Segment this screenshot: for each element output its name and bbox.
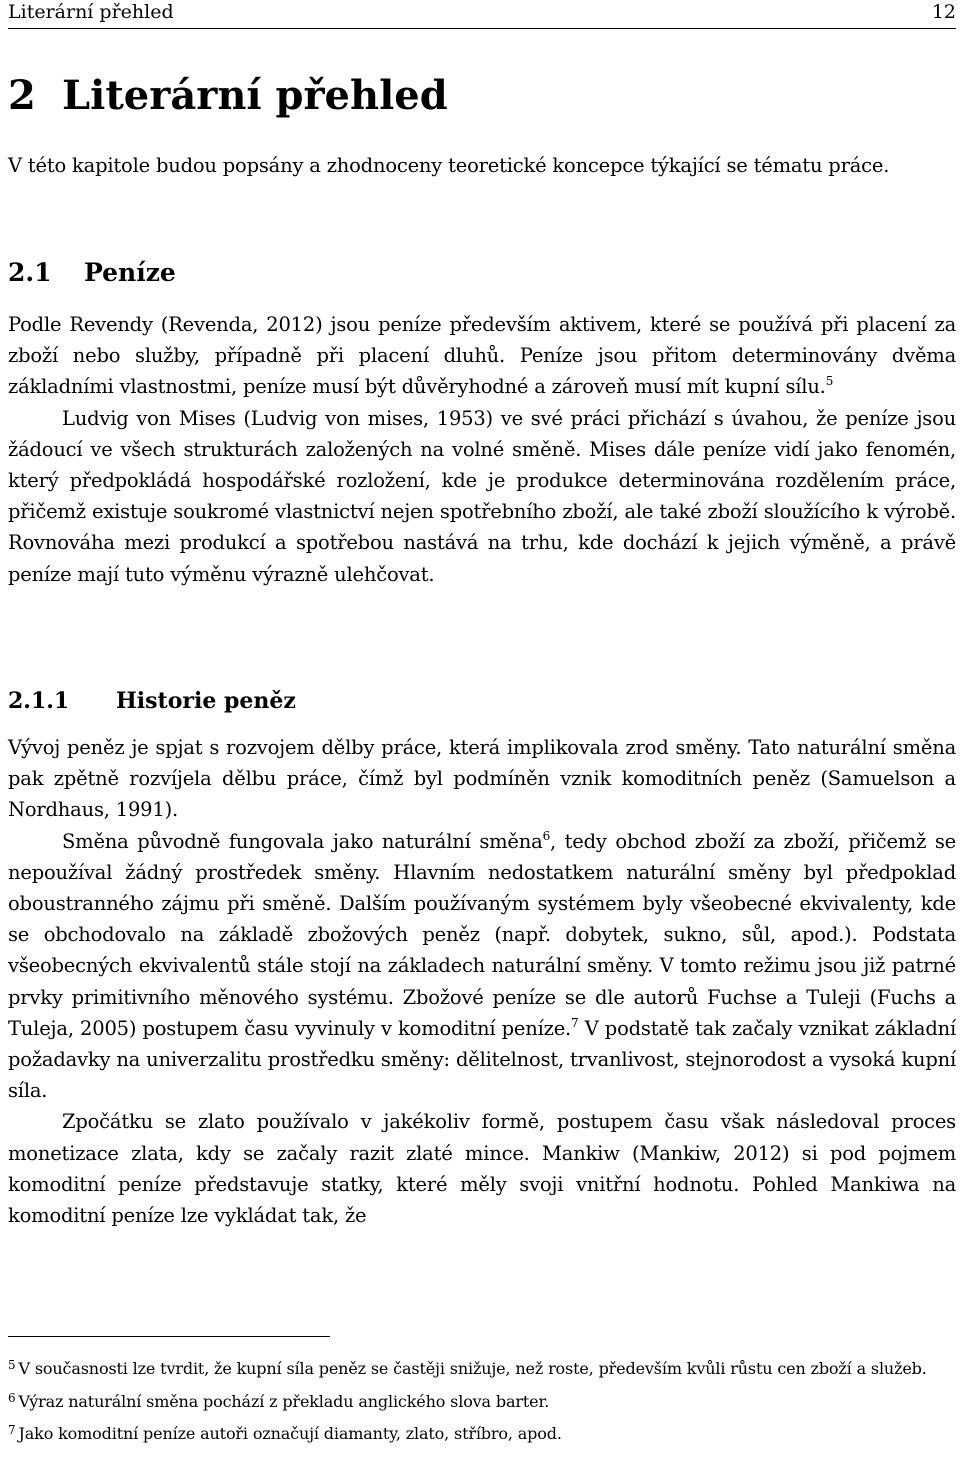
paragraph <box>8 826 956 1107</box>
chapter-title: Literární přehled <box>62 72 448 119</box>
section-heading <box>8 256 176 290</box>
paragraph-text: V podstatě tak začaly vznikat základní požadavky na univerzalitu prostředku směny: dělitelnost, trvanlivost, stejnorodost a vysoká kupní síla. <box>8 1016 956 1103</box>
footnote <box>8 1416 956 1449</box>
footnote-mark: 6 <box>8 1390 16 1405</box>
chapter-heading <box>8 70 448 122</box>
header-title: Literární přehled <box>8 1 174 23</box>
paragraph-text: , tedy obchod zboží za zboží, přičemž se nepoužíval žádný prostředek směny. Hlavním nedostatkem naturální směny byl předpoklad oboustranného zájmu při směně. Dalším používaným systémem byly všeobecné ekvivalenty, kde se obchodovalo na základě zbožových peněz (např. dobytek, sukno, sůl, apod.). Podstata všeobecných ekvivalentů stále stojí na základech naturální směny. V tomto režimu jsou již patrné prvky primitivního měnového systému. Zbožové peníze se dle autorů Fuchse a Tuleji (Fuchs a Tuleja, 2005) postupem času vyvinuly v komoditní peníze. <box>8 829 956 1040</box>
paragraph-text: Ludvig von Mises (Ludvig von mises, 1953) ve své práci přichází s úvahou, že peníze jsou žádoucí ve všech strukturách založených na volné směně. Mises dále peníze vidí jako fenomén, který předpokládá hospodářské rozložení, kde je produkce determinována rozdělením práce, přičemž existuje soukromé vlastnictví nejen spotřebního zboží, ale také zboží sloužícího k výrobě. Rovnováha mezi produkcí a spotřebou nastává na trhu, kde dochází k jejich výměně, a právě peníze mají tuto výměnu výrazně ulehčovat. <box>8 406 956 586</box>
footnote-ref: 6 <box>542 828 550 843</box>
paragraph-text: Zpočátku se zlato používalo v jakékoliv formě, postupem času však následoval proces monetizace zlata, kdy se začaly razit zlaté mince. Mankiw (Mankiw, 2012) si pod pojmem komoditní peníze představuje statky, které měly svoji vnitřní hodnotu. Pohled Mankiwa na komoditní peníze lze vykládat tak, že <box>8 1110 956 1228</box>
footnote <box>8 1384 956 1417</box>
chapter-number: 2 <box>8 72 36 119</box>
section-body <box>8 309 956 590</box>
paragraph <box>8 309 956 403</box>
subsection-number: 2.1.1 <box>8 688 70 714</box>
paragraph-text: Vývoj peněz je spjat s rozvojem dělby práce, která implikovala zrod směny. Tato naturální směna pak zpětně rozvíjela dělbu práce, čímž byl podmíněn vznik komoditních peněz (Samuelson a Nordhaus, 1991). <box>8 736 956 822</box>
page-number: 12 <box>931 1 956 23</box>
section-title: Peníze <box>84 258 176 287</box>
footnote-text: V současnosti lze tvrdit, že kupní síla peněz se častěji snižuje, než roste, především kvůli růstu cen zboží a služeb. <box>18 1359 927 1378</box>
intro-paragraph: V této kapitole budou popsány a zhodnoceny teoretické koncepce týkající se tématu práce. <box>8 154 890 177</box>
intro-block <box>8 150 956 181</box>
paragraph <box>8 1106 956 1231</box>
footnotes <box>8 1351 956 1449</box>
paragraph-text: Podle Revendy (Revenda, 2012) jsou peníze především aktivem, které se používá při placení za zboží nebo služby, případně při placení dluhů. Peníze jsou přitom determinovány dvěma základními vlastnostmi, peníze musí být důvěryhodné a zároveň musí mít kupní sílu. <box>8 313 956 399</box>
footnote-ref: 5 <box>825 374 834 389</box>
footnote-mark: 5 <box>8 1358 16 1372</box>
subsection-heading <box>8 686 296 716</box>
footnote-text: Jako komoditní peníze autoři označují diamanty, zlato, stříbro, apod. <box>18 1424 562 1443</box>
paragraph-text: Směna původně fungovala jako naturální směna <box>62 829 543 853</box>
footnote-text: Výraz naturální směna pochází z překladu anglického slova barter. <box>18 1391 550 1411</box>
footnote <box>8 1351 956 1384</box>
running-header <box>8 0 956 29</box>
footnote-separator <box>8 1336 330 1337</box>
section-number: 2.1 <box>8 258 52 287</box>
footnote-mark: 7 <box>8 1423 16 1437</box>
paragraph <box>8 403 956 590</box>
paragraph <box>8 732 956 826</box>
footnote-ref: 7 <box>571 1015 579 1030</box>
subsection-body <box>8 732 956 1231</box>
subsection-title: Historie peněz <box>116 688 296 714</box>
